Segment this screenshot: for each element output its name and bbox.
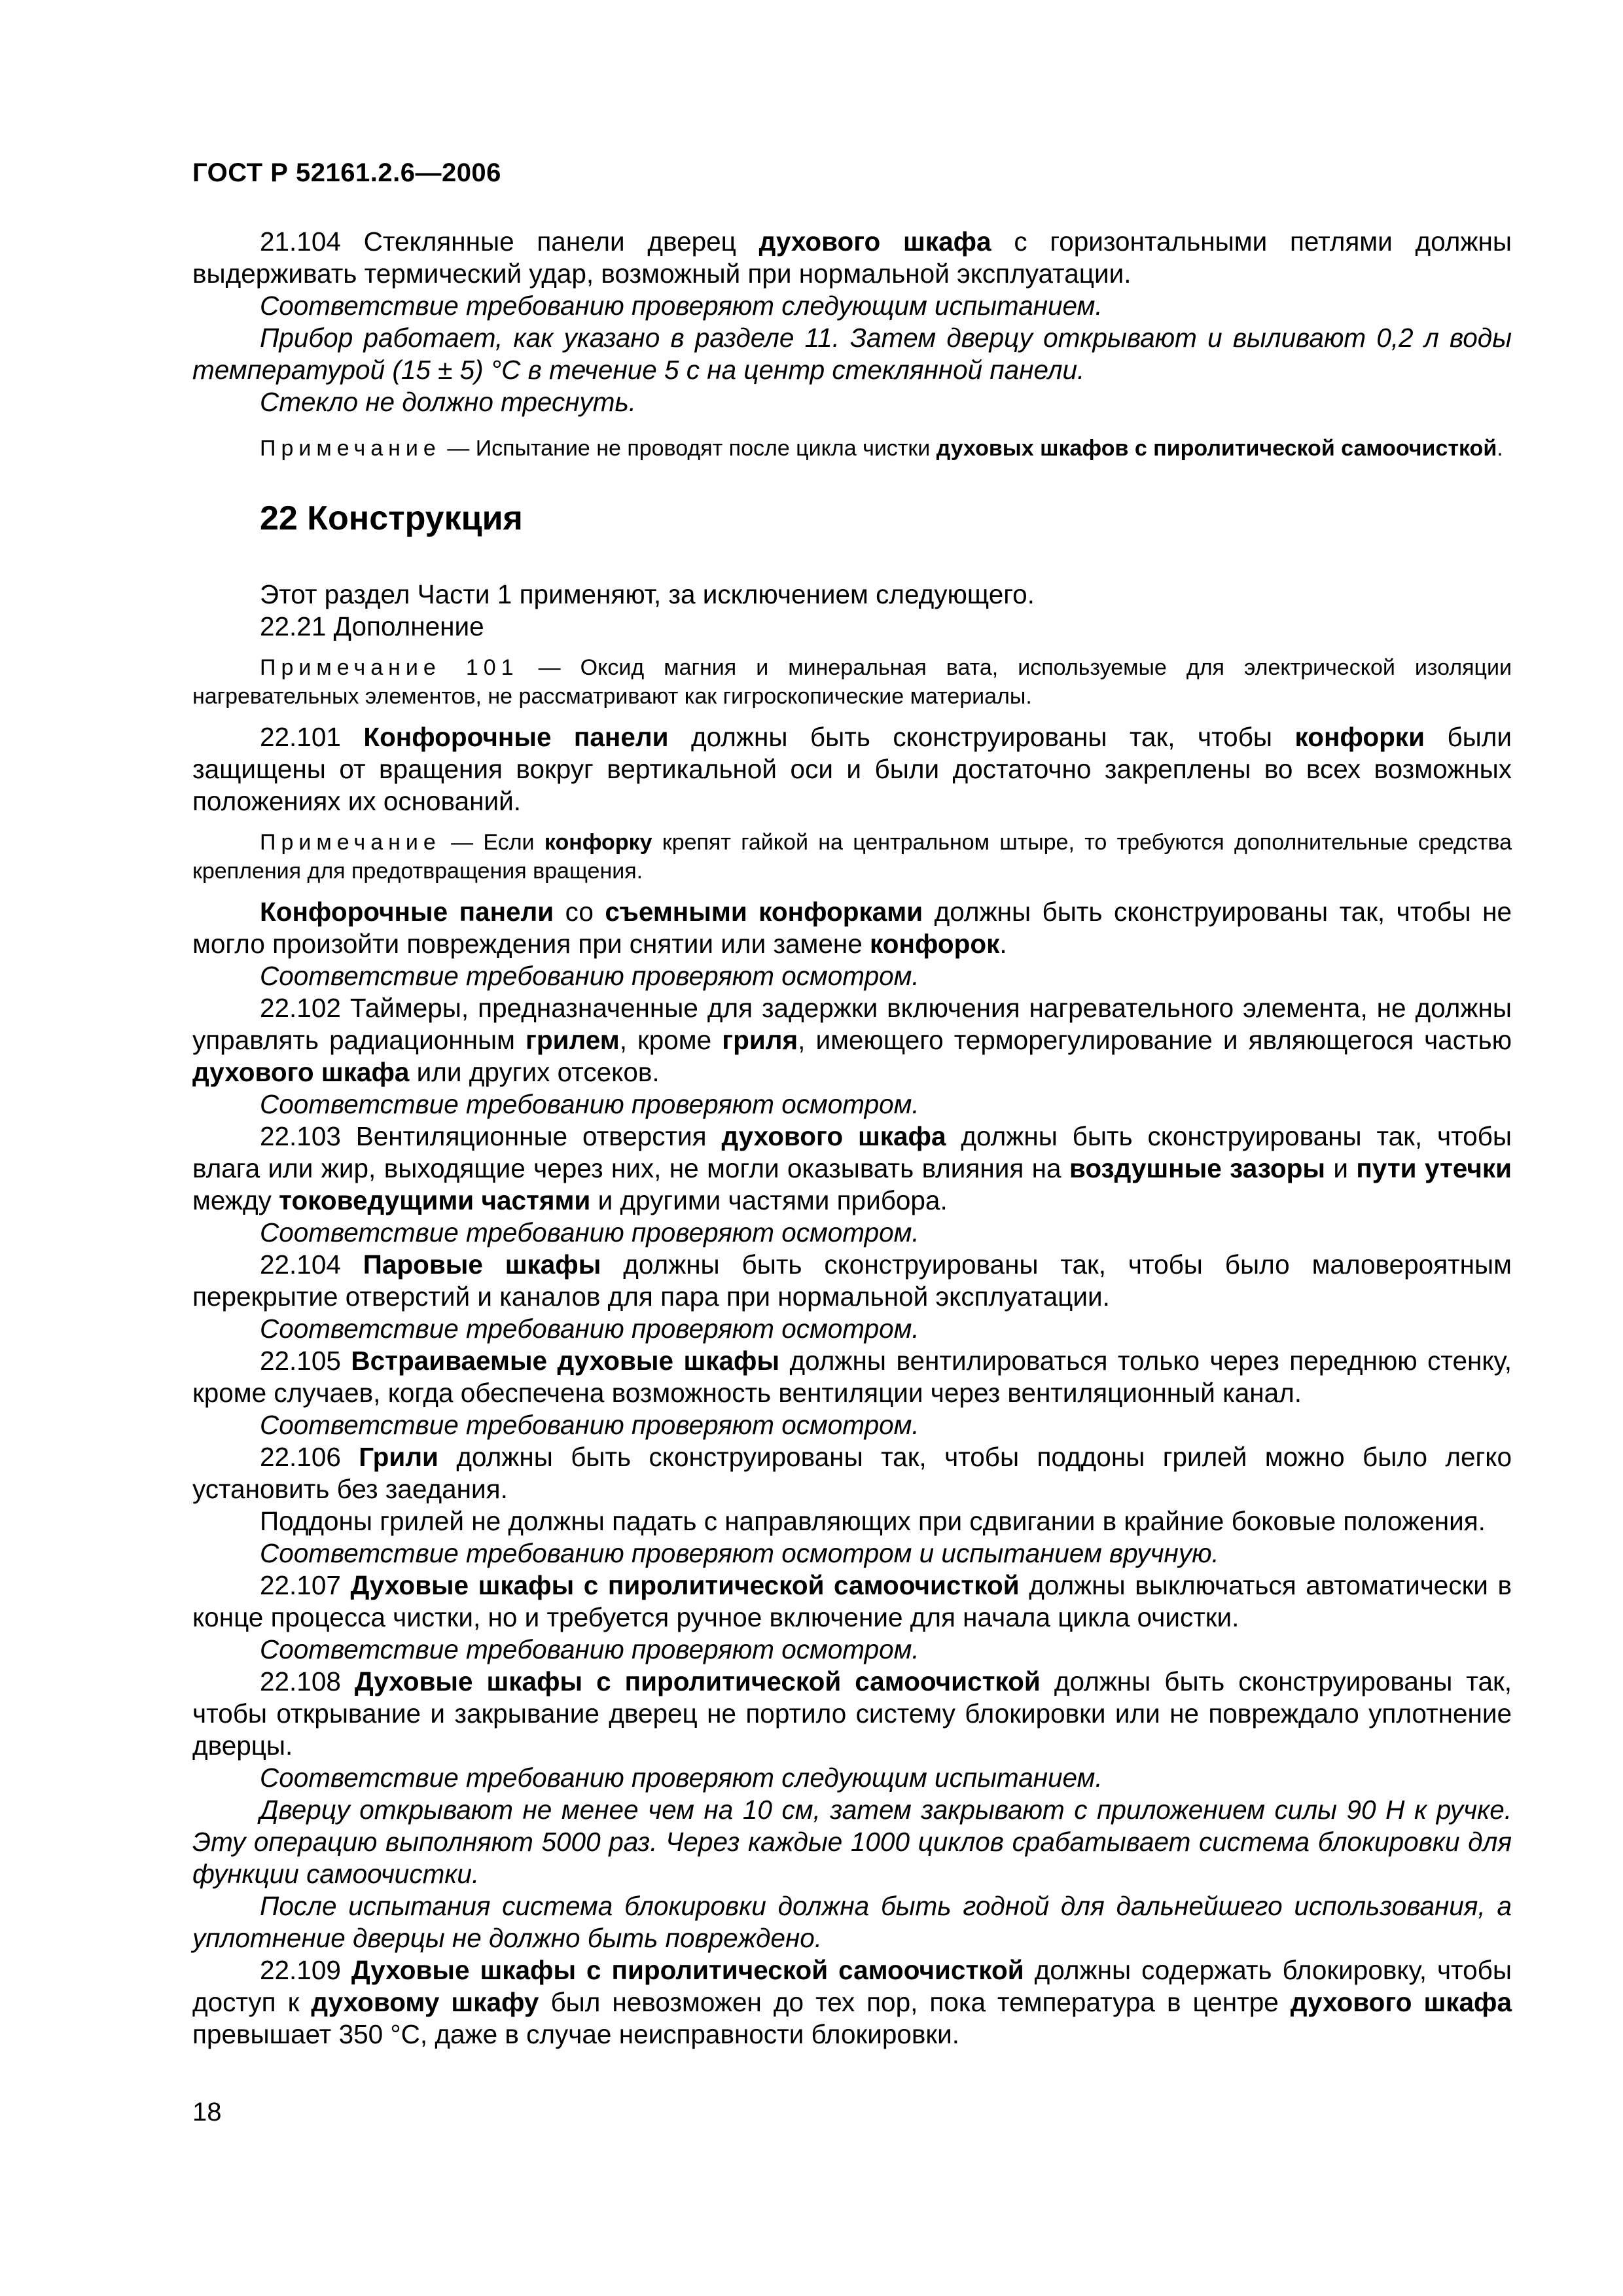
result-text: Стекло не должно треснуть. [260,387,637,417]
clause-22-101-b: Конфорочные панели со съемными конфорками должны быть сконструированы так, чтобы не могло произойти повреждения при снятии или замене конфорок. [192,897,1512,959]
note-101: Примечание 101 — Оксид магния и минеральная вата, используемые для электрической изоляции нагревательных элементов, не рассматривают как гигроскопические материалы. [192,655,1512,709]
document-header: ГОСТ Р 52161.2.6—2006 [192,158,501,187]
check-text: Соответствие требованию проверяют следующим испытанием. [260,291,1103,321]
clause-22-106-b: Поддоны грилей не должны падать с направляющих при сдвигании в крайние боковые положения. [260,1506,1486,1536]
check-text: Соответствие требованию проверяют осмотром и испытанием вручную. [260,1538,1219,1568]
note: Примечание — Испытание не проводят после цикла чистки духовых шкафов с пиролитической самоочисткой. [260,436,1503,461]
note: Примечание — Если конфорку крепят гайкой на центральном штыре, то требуются дополнительные средства крепления для предотвращения вращения. [192,830,1512,884]
clause-22-104: 22.104 Паровые шкафы должны быть сконструированы так, чтобы было маловероятным перекрытие отверстий и каналов для пара при нормальной эксплуатации. [192,1249,1512,1312]
clause-22-109: 22.109 Духовые шкафы с пиролитической самоочисткой должны содержать блокировку, чтобы доступ к духовому шкафу был невозможен до тех пор, пока температура в центре духового шкафа превышает 350 °С, даже в случае неисправности блокировки. [192,1955,1512,2049]
check-text: Соответствие требованию проверяют осмотром. [260,1217,919,1247]
clause-22-21: 22.21 Дополнение [260,611,484,641]
clause-22-107: 22.107 Духовые шкафы с пиролитической самоочисткой должны выключаться автоматически в конце процесса чистки, но и требуется ручное включение для начала цикла очистки. [192,1570,1512,1632]
section-intro: Этот раздел Части 1 применяют, за исключением следующего. [260,579,1035,609]
test-text: Прибор работает, как указано в разделе 11. Затем дверцу открывают и выливают 0,2 л воды температурой (15 ± 5) °С в течение 5 с на центр стеклянной панели. [192,323,1512,385]
check-text: Соответствие требованию проверяют осмотром. [260,961,919,991]
section-title: 22 Конструкция [260,499,523,537]
test-text: Дверцу открывают не менее чем на 10 см, затем закрывают с приложением силы 90 Н к ручке. Эту операцию выполняют 5000 раз. Через каждые 1000 циклов срабатывает система блокировки для функции самоочистки. [192,1795,1512,1889]
result-text: После испытания система блокировки должна быть годной для дальнейшего использования, а уплотнение дверцы не должно быть повреждено. [192,1891,1512,1953]
check-text: Соответствие требованию проверяют осмотром. [260,1634,919,1664]
clause-22-108: 22.108 Духовые шкафы с пиролитической самоочисткой должны быть сконструированы так, чтобы открывание и закрывание дверец не портило систему блокировки или не повреждало уплотнение дверцы. [192,1666,1512,1761]
clause-22-105: 22.105 Встраиваемые духовые шкафы должны вентилироваться только через переднюю стенку, кроме случаев, когда обеспечена возможность вентиляции через вентиляционный канал. [192,1346,1512,1408]
clause-22-103: 22.103 Вентиляционные отверстия духового шкафа должны быть сконструированы так, чтобы влага или жир, выходящие через них, не могли оказывать влияния на воздушные зазоры и пути утечки между токоведущими частями и другими частями прибора. [192,1121,1512,1215]
clause-21-104: 21.104 Стеклянные панели дверец духового шкафа с горизонтальными петлями должны выдерживать термический удар, возможный при нормальной эксплуатации. [192,226,1512,289]
check-text: Соответствие требованию проверяют осмотром. [260,1410,919,1440]
document-body [192,226,1512,2051]
page-number: 18 [192,2098,222,2126]
check-text: Соответствие требованию проверяют следующим испытанием. [260,1763,1103,1793]
clause-22-102: 22.102 Таймеры, предназначенные для задержки включения нагревательного элемента, не должны управлять радиационным грилем, кроме гриля, имеющего терморегулирование и являющегося частью духового шкафа или других отсеков. [192,993,1512,1087]
check-text: Соответствие требованию проверяют осмотром. [260,1314,919,1344]
clause-22-101: 22.101 Конфорочные панели должны быть сконструированы так, чтобы конфорки были защищены от вращения вокруг вертикальной оси и были достаточно закреплены во всех возможных положениях их оснований. [192,722,1512,816]
check-text: Соответствие требованию проверяют осмотром. [260,1089,919,1119]
clause-22-106: 22.106 Грили должны быть сконструированы так, чтобы поддоны грилей можно было легко установить без заедания. [192,1442,1512,1504]
